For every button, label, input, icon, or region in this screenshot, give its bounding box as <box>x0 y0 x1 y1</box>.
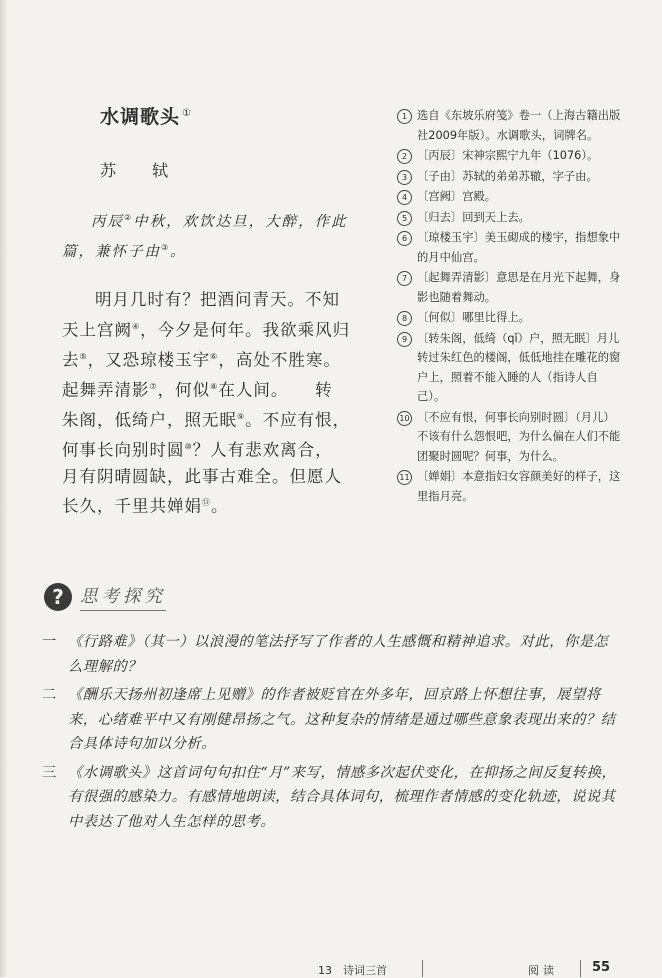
text-segment: 。不应有恨， <box>245 410 351 429</box>
annotation-number: 10 <box>397 411 412 426</box>
annotation-text: 选自《东坡乐府笺》卷一（上海古籍出版社2009年版）。水调歌头，词牌名。 <box>417 109 621 142</box>
annotation-text: 〔转朱阁，低绮（qǐ）户，照无眠〕月儿转过朱红色的楼阁，低低地挂在雕花的窗户上，照着不能入睡的人（指诗人自己）。 <box>417 331 621 403</box>
footnote-ref: ⑤ <box>79 351 88 361</box>
text-segment: 月有阴晴圆缺，此事古难全。但愿人 <box>62 466 342 486</box>
annotation-number: 9 <box>397 332 412 347</box>
question-item <box>42 761 622 835</box>
annotation-number: 11 <box>397 470 412 485</box>
question-number: 二 <box>42 687 57 703</box>
page-footer <box>0 960 662 977</box>
footnote-ref: ⑪ <box>202 498 211 507</box>
text-segment: 。 <box>170 243 187 260</box>
footnote-ref: ④ <box>132 321 141 331</box>
question-item <box>42 683 622 757</box>
footnote-ref: ⑥ <box>210 351 219 361</box>
question-text: 《行路难》（其一）以浪漫的笔法抒写了作者的人生感慨和精神追求。对此，你是怎么理解的？ <box>68 634 609 675</box>
poem-line <box>62 287 364 314</box>
poem-body <box>62 287 364 520</box>
annotation-text: 〔子由〕苏轼的弟弟苏辙，字子由。 <box>417 169 598 183</box>
poem-author: 苏 轼 <box>100 161 179 180</box>
text-segment: ，高处不胜寒。 <box>218 350 341 369</box>
question-number: 三 <box>42 764 57 781</box>
question-number: 一 <box>42 634 57 650</box>
footer-divider <box>580 960 581 977</box>
text-segment: 明月几时有？把酒问青天。不知 <box>95 290 340 309</box>
annotation-item <box>397 228 625 267</box>
footnote-ref: ⑩ <box>184 441 193 451</box>
poem-title-note-ref: ① <box>182 107 192 119</box>
annotation-item <box>397 167 625 187</box>
poem-line <box>62 404 364 434</box>
page-gutter <box>0 0 8 977</box>
annotation-text: 〔琼楼玉宇〕美玉砌成的楼宇，指想象中的月中仙宫。 <box>417 231 621 264</box>
poem-line <box>62 314 364 344</box>
annotation-item <box>397 329 625 407</box>
annotation-text: 〔宫阙〕宫殿。 <box>417 190 497 203</box>
annotation-text: 〔何似〕哪里比得上。 <box>417 311 530 324</box>
think-section-title: 思考探究 <box>80 583 166 611</box>
annotation-text: 〔归去〕回到天上去。 <box>417 210 530 224</box>
text-segment: 长久，千里共婵娟 <box>62 496 202 516</box>
footnote-ref: ⑧ <box>210 381 219 391</box>
annotation-text: 〔丙辰〕宋神宗熙宁九年（1076）。 <box>417 149 599 162</box>
text-segment: ，今夕是何年。我欲乘风归 <box>140 320 351 339</box>
footnote-ref: ② <box>124 213 134 222</box>
poem-preface <box>62 205 358 265</box>
text-segment: 天上宫阙 <box>62 320 132 339</box>
text-segment: 。 <box>211 496 229 516</box>
text-segment: 中秋，欢饮达旦，大醉，作此篇，兼怀子由 <box>62 213 348 260</box>
poem-line <box>62 490 364 520</box>
text-segment: ，又恐琼楼玉宇 <box>87 350 211 369</box>
footnote-ref: ③ <box>161 242 171 252</box>
text-segment: 起舞弄清影 <box>62 380 150 399</box>
annotation-number: 6 <box>397 231 412 246</box>
footnote-ref: ⑦ <box>149 381 158 391</box>
annotation-number: 5 <box>397 211 412 226</box>
question-icon: ? <box>44 583 72 611</box>
text-segment: ？人有悲欢离合， <box>192 440 333 459</box>
annotation-text: 〔起舞弄清影〕意思是在月光下起舞，身影也随着舞动。 <box>417 271 621 304</box>
poem-line <box>62 464 364 491</box>
annotation-number: 7 <box>397 271 412 286</box>
annotation-item <box>397 187 625 207</box>
question-item <box>42 630 622 679</box>
think-section-header <box>44 580 166 614</box>
annotations-list <box>397 106 625 507</box>
text-segment: 去 <box>62 350 80 369</box>
text-segment: ，何似 <box>157 380 211 399</box>
annotation-item <box>397 146 625 166</box>
poem-title-text: 水调歌头 <box>100 106 181 128</box>
annotation-number: 4 <box>397 190 412 205</box>
text-segment: 丙辰 <box>91 213 124 230</box>
page-number: 55 <box>592 960 611 975</box>
text-segment: 在人间。 转 <box>218 380 333 399</box>
question-text: 《水调歌头》这首词句句扣住“月”来写，情感多次起伏变化，在抑扬之间反复转换，有很强的感染力。有感情地朗读，结合具体词句，梳理作者情感的变化轨迹，说说其中表达了他对人生怎样的思考。 <box>68 764 617 830</box>
annotation-item <box>397 268 625 307</box>
poem-title <box>100 102 192 129</box>
footer-section: 阅读 <box>528 964 558 977</box>
footer-divider <box>422 960 423 977</box>
annotation-item <box>397 308 625 328</box>
footnote-ref: ⑨ <box>237 411 246 421</box>
annotation-number: 3 <box>397 170 412 185</box>
question-text: 《酬乐天扬州初逢席上见赠》的作者被贬官在外多年，回京路上怀想往事，展望将来，心绪难平中又有刚健昂扬之气。这种复杂的情绪是通过哪些意象表现出来的？结合具体诗句加以分析。 <box>68 687 616 752</box>
poem-line <box>62 434 364 464</box>
footer-chapter: 13 诗词三首 <box>318 964 387 977</box>
poem-line <box>62 344 364 374</box>
text-segment: 何事长向别时圆 <box>62 440 185 459</box>
annotation-text: 〔婵娟〕本意指妇女容颜美好的样子，这里指月亮。 <box>417 470 621 503</box>
annotation-item <box>397 208 625 228</box>
annotation-text: 〔不应有恨，何事长向别时圆〕（月儿）不该有什么怨恨吧，为什么偏在人们不能团聚时圆呢？何事，为什么。 <box>417 410 621 463</box>
annotation-item <box>397 408 625 467</box>
annotation-number: 8 <box>397 311 412 326</box>
annotation-number: 2 <box>397 149 412 164</box>
text-segment: 朱阁，低绮户，照无眠 <box>62 410 237 429</box>
annotation-number: 1 <box>397 109 412 124</box>
questions-list <box>42 630 622 838</box>
poem-line <box>62 374 364 404</box>
annotation-item <box>397 106 625 145</box>
annotation-item <box>397 467 625 506</box>
